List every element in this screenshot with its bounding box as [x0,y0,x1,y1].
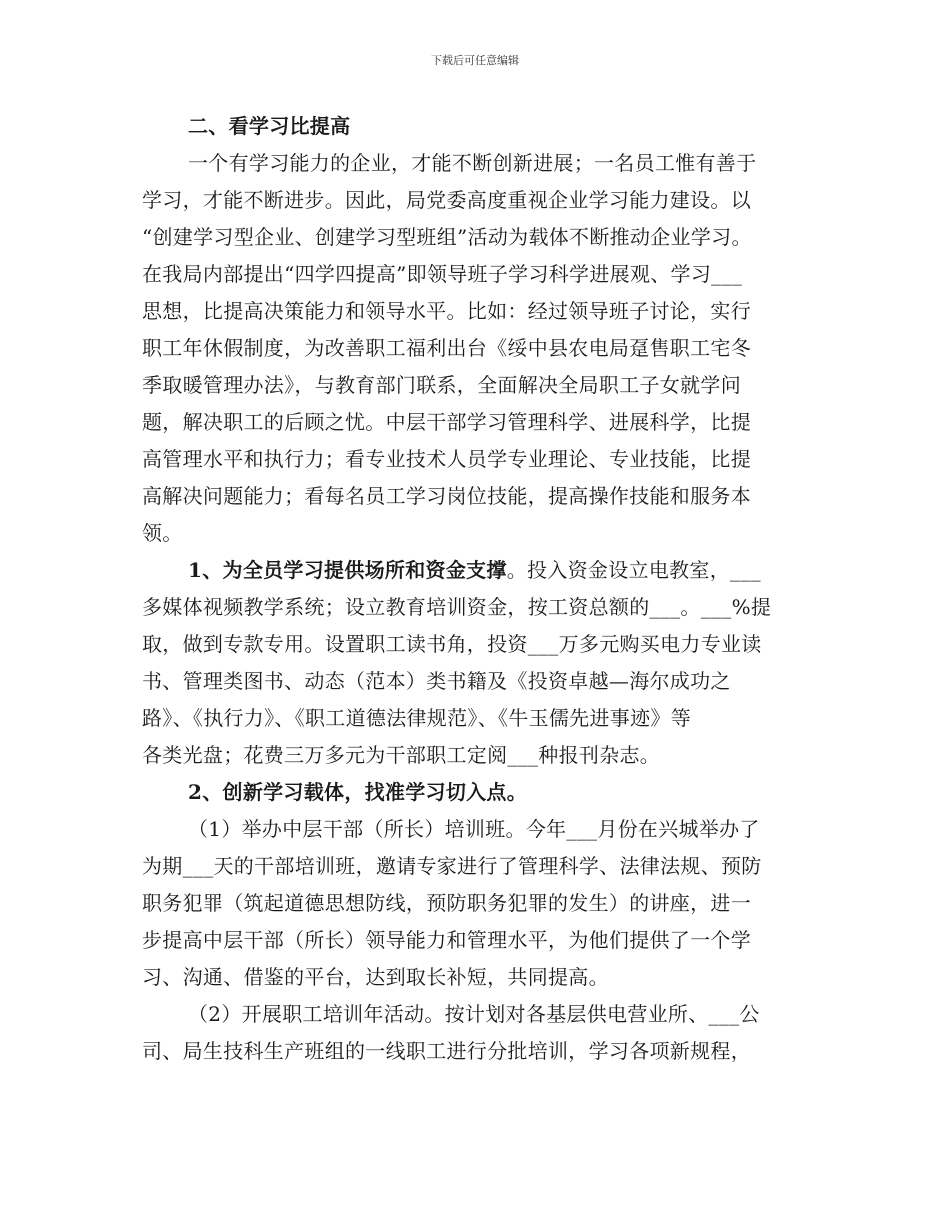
text-line: 多媒体视频教学系统；设立教育培训资金，按工资总额的___。___%提 [142,595,772,619]
text-line: 司、局生技科生产班组的一线职工进行分批培训，学习各项新规程， [142,1039,751,1063]
text-line: 步提高中层干部（所长）领导能力和管理水平，为他们提供了一个学 [142,928,751,952]
document-body [142,108,822,1070]
text-line [142,552,822,589]
text-line: 书、管理类图书、动态（范本）类书籍及《投资卓越—海尔成功之 [142,669,731,693]
text-line: 路》、《执行力》、《职工道德法律规范》、《牛玉儒先进事迹》等 [142,706,691,730]
text-line: 季取暖管理办法》，与教育部门联系，全面解决全局职工子女就学问 [142,373,741,397]
text-line: 高解决问题能力；看每名员工学习岗位技能，提高操作技能和服务本 [142,484,751,508]
paragraph-training-class [142,811,822,996]
text-line: 一个有学习能力的企业，才能不断创新进展；一名员工惟有善于 [188,151,757,175]
text-line: 学习，才能不断进步。因此，局党委高度重视企业学习能力建设。以 [142,188,751,212]
text-line: 思想，比提高决策能力和领导水平。比如：经过领导班子讨论，实行 [142,299,751,323]
page-header: 下载后可任意编辑 [431,54,519,67]
text-line: 习、沟通、借鉴的平台，达到取长补短，共同提高。 [142,965,609,989]
text-line: 为期___天的干部培训班，邀请专家进行了管理科学、法律法规、预防 [142,854,762,878]
text-line: 题，解决职工的后顾之忧。中层干部学习管理科学、进展科学，比提 [142,410,751,434]
text-line: 职工年休假制度，为改善职工福利出台《绥中县农电局趸售职工宅冬 [142,336,751,360]
item-heading-innovation: 2、创新学习载体，找准学习切入点。 [188,780,528,804]
text-line: “创建学习型企业、创建学习型班组”活动为载体不断推动企业学习。 [142,225,752,249]
item-heading: 1、为全员学习提供场所和资金支撑 [188,558,507,582]
paragraph-study-capability [142,145,822,552]
text-line: 在我局内部提出“四学四提高”即领导班子学习科学进展观、学习___ [142,262,743,286]
text-line: （2）开展职工培训年活动。按计划对各基层供电营业所、___公 [188,1002,760,1026]
text-line: （1）举办中层干部（所长）培训班。今年___月份在兴城举办了 [188,817,760,841]
text-line: 职务犯罪（筑起道德思想防线，预防职务犯罪的发生）的讲座，进一 [142,891,751,915]
paragraph-funding-support [142,552,822,774]
text-line: 取，做到专款专用。设置职工读书角，投资___万多元购买电力专业读 [142,632,762,656]
text-line: 领。 [142,521,183,545]
section-title: 二、看学习比提高 [188,114,351,138]
text-line: 高管理水平和执行力；看专业技术人员学专业理论、专业技能，比提 [142,447,751,471]
text-line: 各类光盘；花费三万多元为干部职工定阅___种报刊杂志。 [142,743,661,767]
paragraph-training-year [142,996,822,1070]
text-span: 。投入资金设立电教室，___ [506,558,761,582]
